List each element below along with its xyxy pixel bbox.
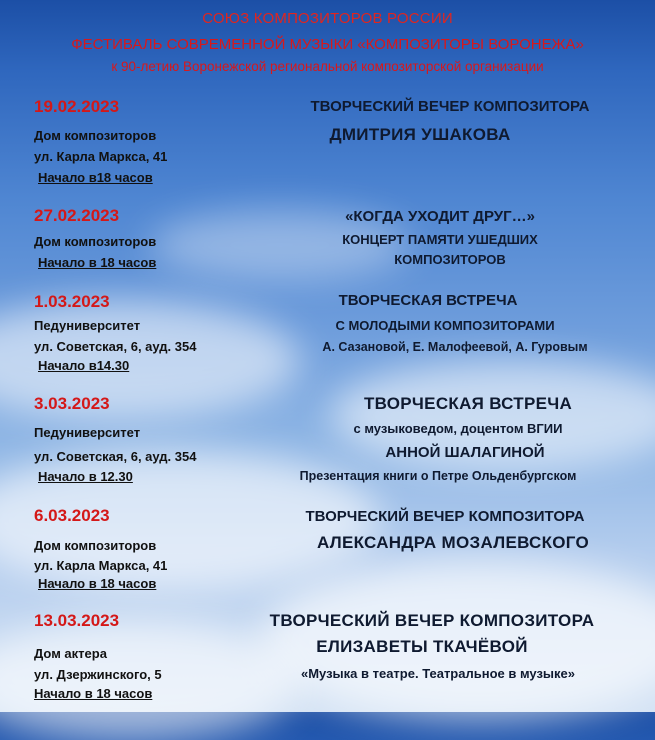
event-address: ул. Советская, 6, ауд. 354 xyxy=(34,449,197,464)
event-address: ул. Дзержинского, 5 xyxy=(34,667,162,682)
event-title: ТВОРЧЕСКИЙ ВЕЧЕР КОМПОЗИТОРА xyxy=(305,508,585,525)
event-note: Презентация книги о Петре Ольденбургском xyxy=(299,469,577,483)
event-venue: Педуниверситет xyxy=(34,318,141,333)
event-date: 19.02.2023 xyxy=(34,97,120,116)
event-composer: ДМИТРИЯ УШАКОВА xyxy=(329,125,511,144)
event-start-time: Начало в 18 часов xyxy=(34,686,153,701)
header-festival: ФЕСТИВАЛЬ СОВРЕМЕННОЙ МУЗЫКИ «КОМПОЗИТОРЫ ВОРОНЕЖА» xyxy=(71,36,584,53)
event-subtitle: КОНЦЕРТ ПАМЯТИ УШЕДШИХ xyxy=(342,232,538,247)
event-subtitle: с музыковедом, доцентом ВГИИ xyxy=(353,421,563,436)
event-title: ТВОРЧЕСКИЙ ВЕЧЕР КОМПОЗИТОРА xyxy=(269,611,595,630)
event-start-time: Начало в 18 часов xyxy=(38,255,157,270)
event-subtitle: «Музыка в театре. Театральное в музыке» xyxy=(300,666,576,681)
event-date: 6.03.2023 xyxy=(34,506,110,525)
event-venue: Дом композиторов xyxy=(34,128,157,143)
event-address: ул. Карла Маркса, 41 xyxy=(34,558,168,573)
header-anniversary: к 90-летию Воронежской региональной композиторской организации xyxy=(111,59,544,74)
event-title: ТВОРЧЕСКАЯ ВСТРЕЧА xyxy=(363,394,573,413)
event-address: ул. Карла Маркса, 41 xyxy=(34,149,168,164)
event-venue: Педуниверситет xyxy=(34,425,141,440)
event-participants: А. Сазановой, Е. Малофеевой, А. Гуровым xyxy=(322,340,588,354)
event-composer: АЛЕКСАНДРА МОЗАЛЕВСКОГО xyxy=(316,533,590,552)
event-venue: Дом композиторов xyxy=(34,538,157,553)
event-start-time: Начало в 12.30 xyxy=(38,469,133,484)
event-guest: АННОЙ ШАЛАГИНОЙ xyxy=(385,444,545,461)
event-date: 1.03.2023 xyxy=(34,292,110,311)
event-subtitle: КОМПОЗИТОРОВ xyxy=(394,252,506,267)
event-start-time: Начало в 18 часов xyxy=(38,576,157,591)
event-venue: Дом композиторов xyxy=(34,234,157,249)
event-start-time: Начало в14.30 xyxy=(38,358,130,373)
event-address: ул. Советская, 6, ауд. 354 xyxy=(34,339,197,354)
event-subtitle: С МОЛОДЫМИ КОМПОЗИТОРАМИ xyxy=(335,318,555,333)
event-start-time: Начало в18 часов xyxy=(38,170,153,185)
event-title: «КОГДА УХОДИТ ДРУГ…» xyxy=(345,208,535,225)
event-title: ТВОРЧЕСКАЯ ВСТРЕЧА xyxy=(338,292,518,309)
header-org: СОЮЗ КОМПОЗИТОРОВ РОССИИ xyxy=(202,10,453,27)
event-date: 13.03.2023 xyxy=(34,611,120,630)
event-venue: Дом актера xyxy=(34,646,107,661)
event-date: 27.02.2023 xyxy=(34,206,120,225)
event-composer: ЕЛИЗАВЕТЫ ТКАЧЁВОЙ xyxy=(316,637,528,656)
event-date: 3.03.2023 xyxy=(34,394,110,413)
event-title: ТВОРЧЕСКИЙ ВЕЧЕР КОМПОЗИТОРА xyxy=(310,98,590,115)
